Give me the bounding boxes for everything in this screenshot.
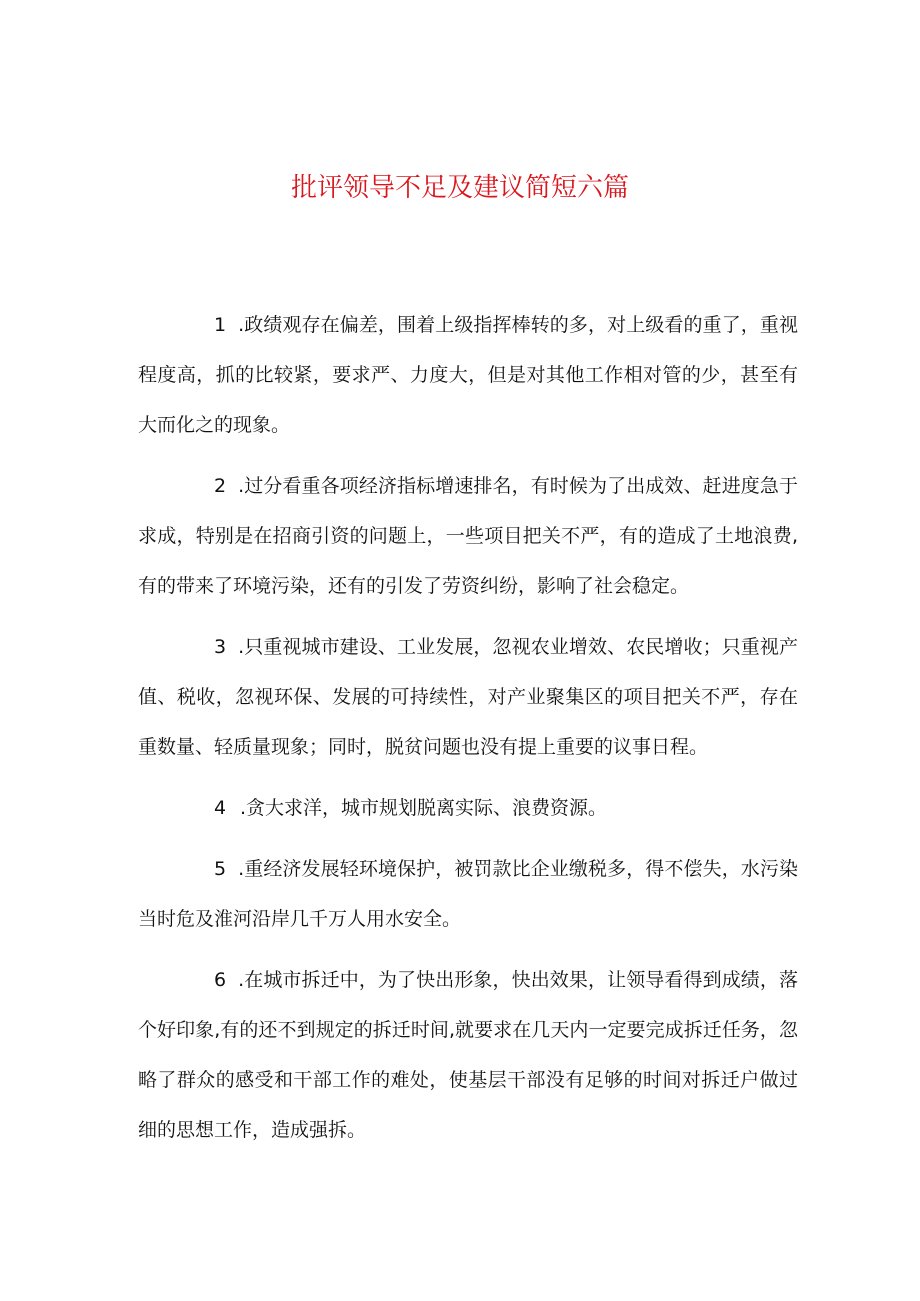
item-text: .在城市拆迁中，为了快出形象，快出效果，让领导看得到成绩，落个好印象,有的还不到规定的拆迁时间,就要求在几天内一定要完成拆迁任务，忽略了群众的感受和干部工作的难处，使基层干部没有足够的时间对拆迁户做过细的思想工作，造成强拆。 (138, 969, 798, 1141)
item-text: .贪大求洋，城市规划脱离实际、浪费资源。 (240, 797, 608, 819)
list-item (138, 844, 798, 944)
item-number: 2 (214, 475, 227, 497)
item-number: 3 (214, 636, 227, 658)
item-text: .只重视城市建设、工业发展，忽视农业增效、农民增收；只重视产值、税收，忽视环保、发展的可持续性，对产业聚集区的项目把关不严，存在重数量、轻质量现象；同时，脱贫问题也没有提上重要的议事日程。 (138, 636, 798, 758)
document-title: 批评领导不足及建议简短六篇 (290, 173, 629, 203)
document-body (138, 300, 798, 1166)
list-item (138, 461, 798, 611)
item-number: 1 (214, 314, 227, 336)
item-number: 5 (214, 858, 227, 880)
list-item (138, 955, 798, 1155)
item-text: .过分看重各项经济指标增速排名，有时候为了出成效、赶进度急于求成，特别是在招商引资的问题上，一些项目把关不严，有的造成了土地浪费,有的带来了环境污染，还有的引发了劳资纠纷，影响了社会稳定。 (138, 475, 798, 597)
list-item (138, 783, 798, 833)
item-text: .政绩观存在偏差，围着上级指挥棒转的多，对上级看的重了，重视程度高，抓的比较紧，要求严、力度大，但是对其他工作相对管的少，甚至有大而化之的现象。 (138, 314, 798, 436)
item-number: 6 (214, 969, 227, 991)
list-item (138, 622, 798, 772)
list-item (138, 300, 798, 450)
item-number: 4 (214, 797, 227, 819)
item-text: .重经济发展轻环境保护，被罚款比企业缴税多，得不偿失，水污染当时危及淮河沿岸几千万人用水安全。 (138, 858, 798, 930)
